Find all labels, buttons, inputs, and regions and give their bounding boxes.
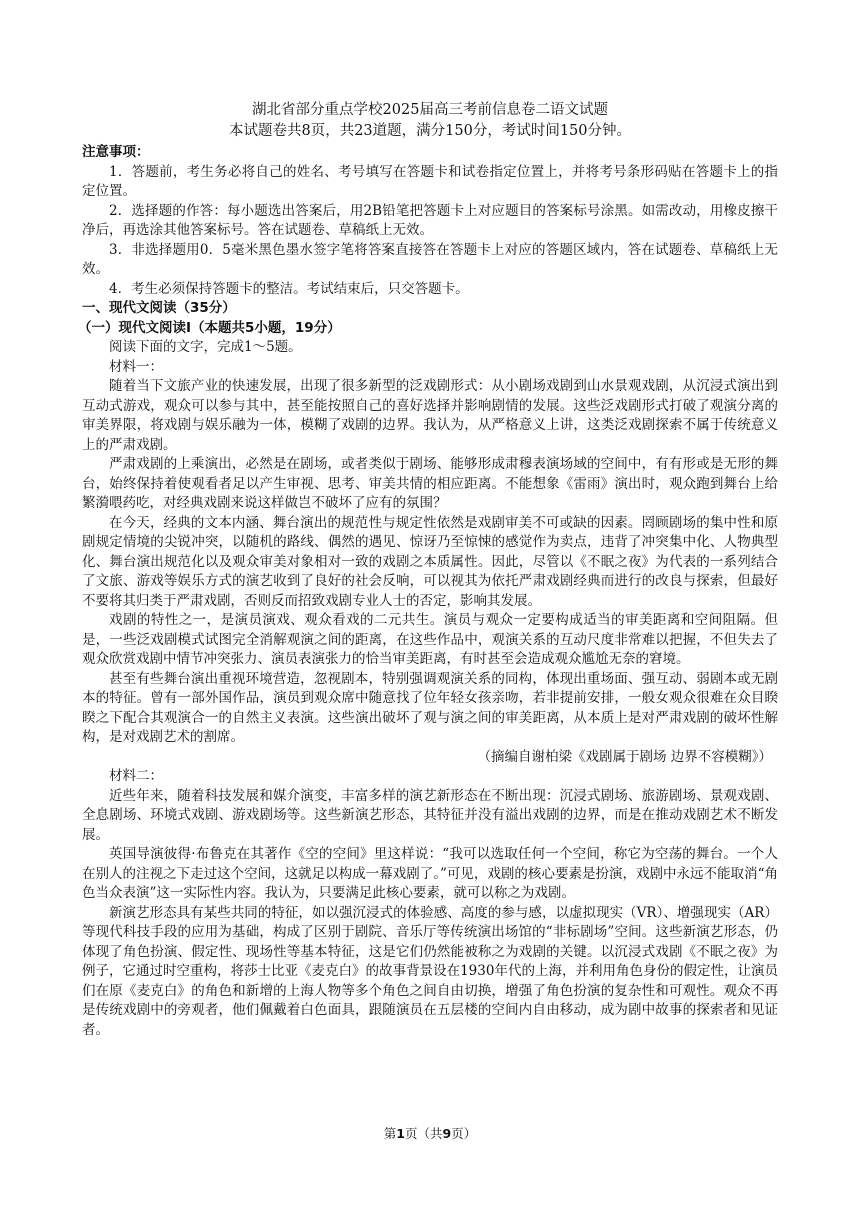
- material1-paragraph: 在今天，经典的文本内涵、舞台演出的规范性与规定性依然是戏剧审美不可或缺的因素。罔顾剧场的集中性和原剧规定情境的尖锐冲突，以随机的路线、偶然的遇见、惊讶乃至惊悚的感觉作为卖点，违背了冲突集中化、人物典型化、舞台演出规范化以及观众审美对象相对一致的戏剧之本质属性。因此，尽管以《不眠之夜》为代表的一系列结合了文旅、游戏等娱乐方式的演艺收到了良好的社会反响，可以视其为依托严肃戏剧经典而进行的改良与探索，但最好不要将其归类于严肃戏剧，否则反而招致戏剧专业人士的否定，影响其发展。: [82, 514, 778, 609]
- footer-middle: 页（共: [404, 1126, 443, 1141]
- material1-source: （摘编自谢柏梁《戏剧属于剧场 边界不容模糊》）: [477, 748, 772, 765]
- material2-paragraph: 新演艺形态具有某些共同的特征，如以强沉浸式的体验感、高度的参与感，以虚拟现实（VR）、增强现实（AR）等现代科技手段的应用为基础，构成了区别于剧院、音乐厅等传统演出场馆的“非标剧场”空间。这些新演艺形态，仍体现了角色扮演、假定性、现场性等基本特征，这是它们仍然能被称之为戏剧的关键。以沉浸式戏剧《不眠之夜》为例子，它通过时空重构，将莎士比亚《麦克白》的故事背景设在1930年代的上海，并利用角色身份的假定性，让演员们在原《麦克白》的角色和新增的上海人物等多个角色之间自由切换，增强了角色扮演的复杂性和可观性。观众不再是传统戏剧中的旁观者，他们佩戴着白色面具，跟随演员在五层楼的空间内自由移动，成为剧中故事的探索者和见证者。: [82, 904, 778, 1038]
- exam-subtitle: 本试题卷共8页，共23道题，满分150分，考试时间150分钟。: [228, 123, 632, 139]
- material2-paragraph: 近些年来，随着科技发展和媒介演变，丰富多样的演艺新形态在不断出现：沉浸式剧场、旅游剧场、景观戏剧、全息剧场、环境式戏剧、游戏剧场等。这些新演艺形态，其特征并没有溢出戏剧的边界，而是在推动戏剧艺术不断发展。: [82, 787, 778, 843]
- footer-suffix: 页）: [451, 1126, 477, 1141]
- footer-prefix: 第: [383, 1126, 397, 1141]
- exam-title: 湖北省部分重点学校2025届高三考前信息卷二语文试题: [252, 102, 608, 118]
- subsection-heading: （一）现代文阅读Ⅰ（本题共5小题，19分）: [78, 319, 341, 336]
- material1-paragraph: 戏剧的特性之一，是演员演戏、观众看戏的二元共生。演员与观众一定要构成适当的审美距离和空间阻隔。但是，一些泛戏剧模式试图完全消解观演之间的距离，在这些作品中，观演关系的互动尺度非常难以把握，不但失去了观众欣赏戏剧中情节冲突张力、演员表演张力的恰当审美距离，有时甚至会造成观众尴尬无奈的窘境。: [82, 612, 778, 667]
- material1-paragraph: 甚至有些舞台演出重视环境营造，忽视剧本，特别强调观演关系的同构，体现出重场面、强互动、弱剧本或无剧本的特征。曾有一部外国作品，演员到观众席中随意找了位年轻女孩亲吻，若非提前安排，一般女观众很难在众目睽睽之下配合其观演合一的自然主义表演。这些演出破坏了观与演之间的审美距离，从本质上是对严肃戏剧的破坏性解构，是对戏剧艺术的割席。: [82, 670, 778, 745]
- section-heading: 一、现代文阅读（35分）: [82, 300, 236, 316]
- footer-page-number: 1: [396, 1126, 405, 1141]
- notice-item-4: 4．考生必须保持答题卡的整洁。考试结束后，只交答题卡。: [109, 280, 469, 297]
- reading-instruction: 阅读下面的文字，完成1～5题。: [109, 339, 302, 355]
- material1-label: 材料一：: [109, 358, 163, 375]
- notice-item-3: 3．非选择题用0．5毫米黑色墨水签字笔将答案直接答在答题卡上对应的答题区域内，答在试题卷、草稿纸上无效。: [82, 241, 778, 277]
- exam-page: [78, 100, 778, 1040]
- material2-label: 材料二：: [109, 768, 163, 784]
- material2-paragraph: 英国导演彼得·布鲁克在其著作《空的空间》里这样说：“我可以选取任何一个空间，称它为空荡的舞台。一个人在别人的注视之下走过这个空间，这就足以构成一幕戏剧了。”可见，戏剧的核心要素是扮演，戏剧中永远不能取消“角色当众表演”这一实际性内容。我认为，只要满足此核心要素，就可以称之为戏剧。: [82, 846, 778, 901]
- notice-heading: 注意事项：: [82, 144, 150, 160]
- material1-paragraph: 随着当下文旅产业的快速发展，出现了很多新型的泛戏剧形式：从小剧场戏剧到山水景观戏剧，从沉浸式演出到互动式游戏，观众可以参与其中，甚至能按照自己的喜好选择并影响剧情的发展。这些泛戏剧形式打破了观演分离的审美界限，将戏剧与娱乐融为一体，模糊了戏剧的边界。我认为，从严格意义上讲，这类泛戏剧探索不属于传统意义上的严肃戏剧。: [82, 378, 778, 453]
- notice-item-2: 2．选择题的作答：每小题选出答案后，用2B铅笔把答题卡上对应题目的答案标号涂黑。如需改动，用橡皮擦干净后，再选涂其他答案标号。答在试题卷、草稿纸上无效。: [82, 202, 778, 238]
- material1-paragraph: 严肃戏剧的上乘演出，必然是在剧场，或者类似于剧场、能够形成肃穆表演场域的空间中，有有形或是无形的舞台，始终保持着使观看者足以产生审视、思考、审美共情的相应距离。不能想象《雷雨》演出时，观众跑到舞台上给繁漪喂药吃，对经典戏剧来说这样做岂不破坏了应有的氛围？: [82, 456, 778, 511]
- page-footer: [0, 1124, 860, 1142]
- footer-total-pages: 9: [442, 1126, 452, 1141]
- notice-item-1: 1．答题前，考生务必将自己的姓名、考号填写在答题卡和试卷指定位置上，并将考号条形码贴在答题卡上的指定位置。: [82, 163, 778, 199]
